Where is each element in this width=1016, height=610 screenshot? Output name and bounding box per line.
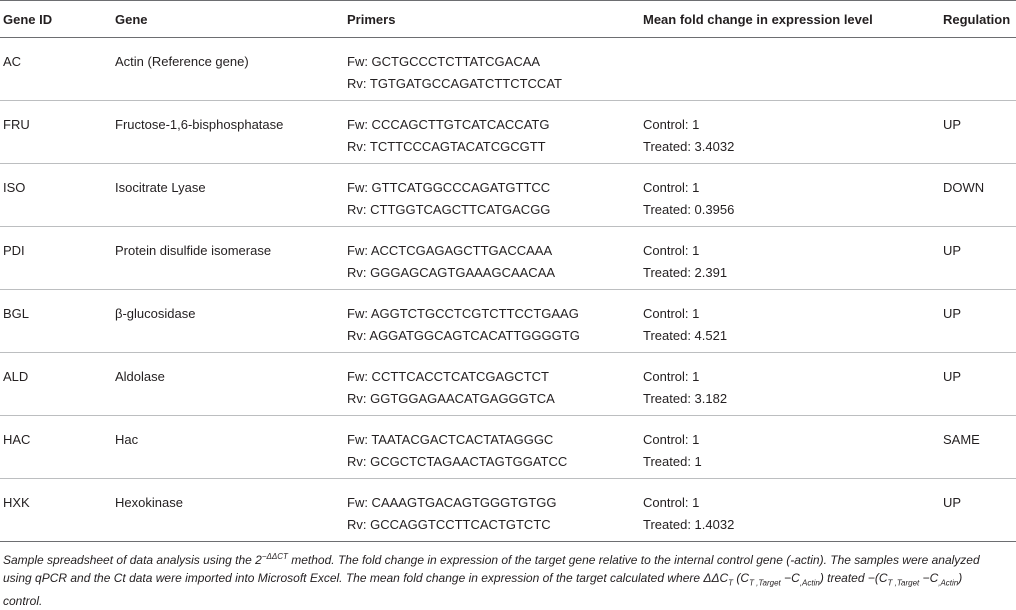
table-caption xyxy=(3,548,1013,610)
cell-gene-id: BGL xyxy=(0,290,112,353)
fold-treated: Treated: 3.182 xyxy=(643,391,728,406)
cell-gene-name: Aldolase xyxy=(112,353,344,416)
cell-gene-id: HAC xyxy=(0,416,112,479)
fold-treated: Treated: 1.4032 xyxy=(643,517,735,532)
cell-fold-change xyxy=(640,479,940,542)
fold-treated: Treated: 3.4032 xyxy=(643,139,735,154)
table-row xyxy=(0,416,1016,479)
fold-control: Control: 1 xyxy=(643,306,700,321)
caption-formula-sub: T xyxy=(728,578,734,588)
caption-formula-sub: T ,Target xyxy=(887,578,920,588)
caption-text-3: control. xyxy=(3,594,43,609)
cell-regulation: UP xyxy=(940,227,1016,290)
primer-reverse: Rv: TCTTCCCAGTACATCGCGTT xyxy=(347,139,546,154)
fold-control: Control: 1 xyxy=(643,432,700,447)
caption-formula-d: ) treated −(C xyxy=(819,571,888,585)
cell-fold-change xyxy=(640,101,940,164)
caption-text-1a: Sample spreadsheet of data analysis using the 2 xyxy=(3,553,262,567)
cell-primers xyxy=(344,353,640,416)
table-row xyxy=(0,101,1016,164)
cell-regulation: DOWN xyxy=(940,164,1016,227)
primer-forward: Fw: CCTTCACCTCATCGAGCTCT xyxy=(347,369,549,384)
caption-formula-e: −C xyxy=(919,571,939,585)
cell-regulation: UP xyxy=(940,101,1016,164)
cell-primers xyxy=(344,38,640,101)
fold-treated: Treated: 0.3956 xyxy=(643,202,735,217)
caption-text-1b: method. The fold change in expression of the target gene relative to the internal control gene (-actin). The samples were analyzed xyxy=(287,553,980,567)
primer-forward: Fw: TAATACGACTCACTATAGGGC xyxy=(347,432,554,447)
table-row xyxy=(0,164,1016,227)
primer-forward: Fw: CCCAGCTTGTCATCACCATG xyxy=(347,117,550,132)
caption-formula-sub: ,Actin xyxy=(799,578,820,588)
cell-gene-name: Fructose-1,6-bisphosphatase xyxy=(112,101,344,164)
cell-regulation: UP xyxy=(940,353,1016,416)
caption-formula-c: −C xyxy=(780,571,800,585)
fold-control: Control: 1 xyxy=(643,117,700,132)
caption-formula-sub: ,Actin xyxy=(938,578,959,588)
cell-primers xyxy=(344,479,640,542)
header-primers: Primers xyxy=(344,1,640,38)
header-mean-fold-change: Mean fold change in expression level xyxy=(640,1,940,38)
cell-fold-change xyxy=(640,416,940,479)
primer-forward: Fw: ACCTCGAGAGCTTGACCAAA xyxy=(347,243,553,258)
cell-gene-id: AC xyxy=(0,38,112,101)
cell-fold-change xyxy=(640,290,940,353)
primer-reverse: Rv: GCCAGGTCCTTCACTGTCTC xyxy=(347,517,551,532)
fold-treated: Treated: 1 xyxy=(643,454,702,469)
primer-forward: Fw: CAAAGTGACAGTGGGTGTGG xyxy=(347,495,557,510)
fold-treated: Treated: 2.391 xyxy=(643,265,728,280)
primer-forward: Fw: GCTGCCCTCTTATCGACAA xyxy=(347,54,541,69)
cell-primers xyxy=(344,101,640,164)
header-gene: Gene xyxy=(112,1,344,38)
table-row xyxy=(0,353,1016,416)
table-body xyxy=(0,38,1016,542)
primer-reverse: Rv: GGTGGAGAACATGAGGGTCA xyxy=(347,391,555,406)
cell-gene-name: Hac xyxy=(112,416,344,479)
cell-gene-name: β-glucosidase xyxy=(112,290,344,353)
primer-reverse: Rv: GGGAGCAGTGAAAGCAACAA xyxy=(347,265,556,280)
caption-formula-a: ΔΔC xyxy=(703,571,729,585)
fold-treated: Treated: 4.521 xyxy=(643,328,728,343)
cell-primers xyxy=(344,416,640,479)
cell-primers xyxy=(344,164,640,227)
cell-gene-name: Hexokinase xyxy=(112,479,344,542)
table-row xyxy=(0,227,1016,290)
caption-formula-f: ) xyxy=(958,571,963,585)
caption-formula-sub: T ,Target xyxy=(749,578,781,588)
caption-text-2: using qPCR and the Ct data were imported into Microsoft Excel. The mean fold change in expression of the target calculated where xyxy=(3,571,704,585)
cell-fold-change xyxy=(640,38,940,101)
caption-formula-b: (C xyxy=(733,571,750,585)
cell-primers xyxy=(344,290,640,353)
fold-control: Control: 1 xyxy=(643,495,700,510)
fold-control: Control: 1 xyxy=(643,369,700,384)
primer-forward: Fw: GTTCATGGCCCAGATGTTCC xyxy=(347,180,551,195)
cell-regulation: UP xyxy=(940,290,1016,353)
header-regulation: Regulation xyxy=(940,1,1016,38)
cell-regulation: SAME xyxy=(940,416,1016,479)
primer-reverse: Rv: AGGATGGCAGTCACATTGGGGTG xyxy=(347,328,580,343)
cell-gene-id: HXK xyxy=(0,479,112,542)
fold-control: Control: 1 xyxy=(643,243,700,258)
fold-control: Control: 1 xyxy=(643,180,700,195)
cell-gene-id: FRU xyxy=(0,101,112,164)
table-row xyxy=(0,38,1016,101)
primer-reverse: Rv: GCGCTCTAGAACTAGTGGATCC xyxy=(347,454,568,469)
cell-primers xyxy=(344,227,640,290)
table-header-row xyxy=(0,1,1016,38)
cell-regulation xyxy=(940,38,1016,101)
primer-reverse: Rv: TGTGATGCCAGATCTTCTCCAT xyxy=(347,76,562,91)
cell-gene-id: ALD xyxy=(0,353,112,416)
header-gene-id: Gene ID xyxy=(0,1,112,38)
table-row xyxy=(0,479,1016,542)
cell-gene-name: Isocitrate Lyase xyxy=(112,164,344,227)
primer-reverse: Rv: CTTGGTCAGCTTCATGACGG xyxy=(347,202,551,217)
cell-gene-name: Protein disulfide isomerase xyxy=(112,227,344,290)
cell-fold-change xyxy=(640,227,940,290)
cell-fold-change xyxy=(640,164,940,227)
caption-superscript: −ΔΔCT xyxy=(261,552,288,561)
cell-gene-name: Actin (Reference gene) xyxy=(112,38,344,101)
primer-forward: Fw: AGGTCTGCCTCGTCTTCCTGAAG xyxy=(347,306,579,321)
cell-regulation: UP xyxy=(940,479,1016,542)
cell-fold-change xyxy=(640,353,940,416)
cell-gene-id: ISO xyxy=(0,164,112,227)
table-row xyxy=(0,290,1016,353)
cell-gene-id: PDI xyxy=(0,227,112,290)
